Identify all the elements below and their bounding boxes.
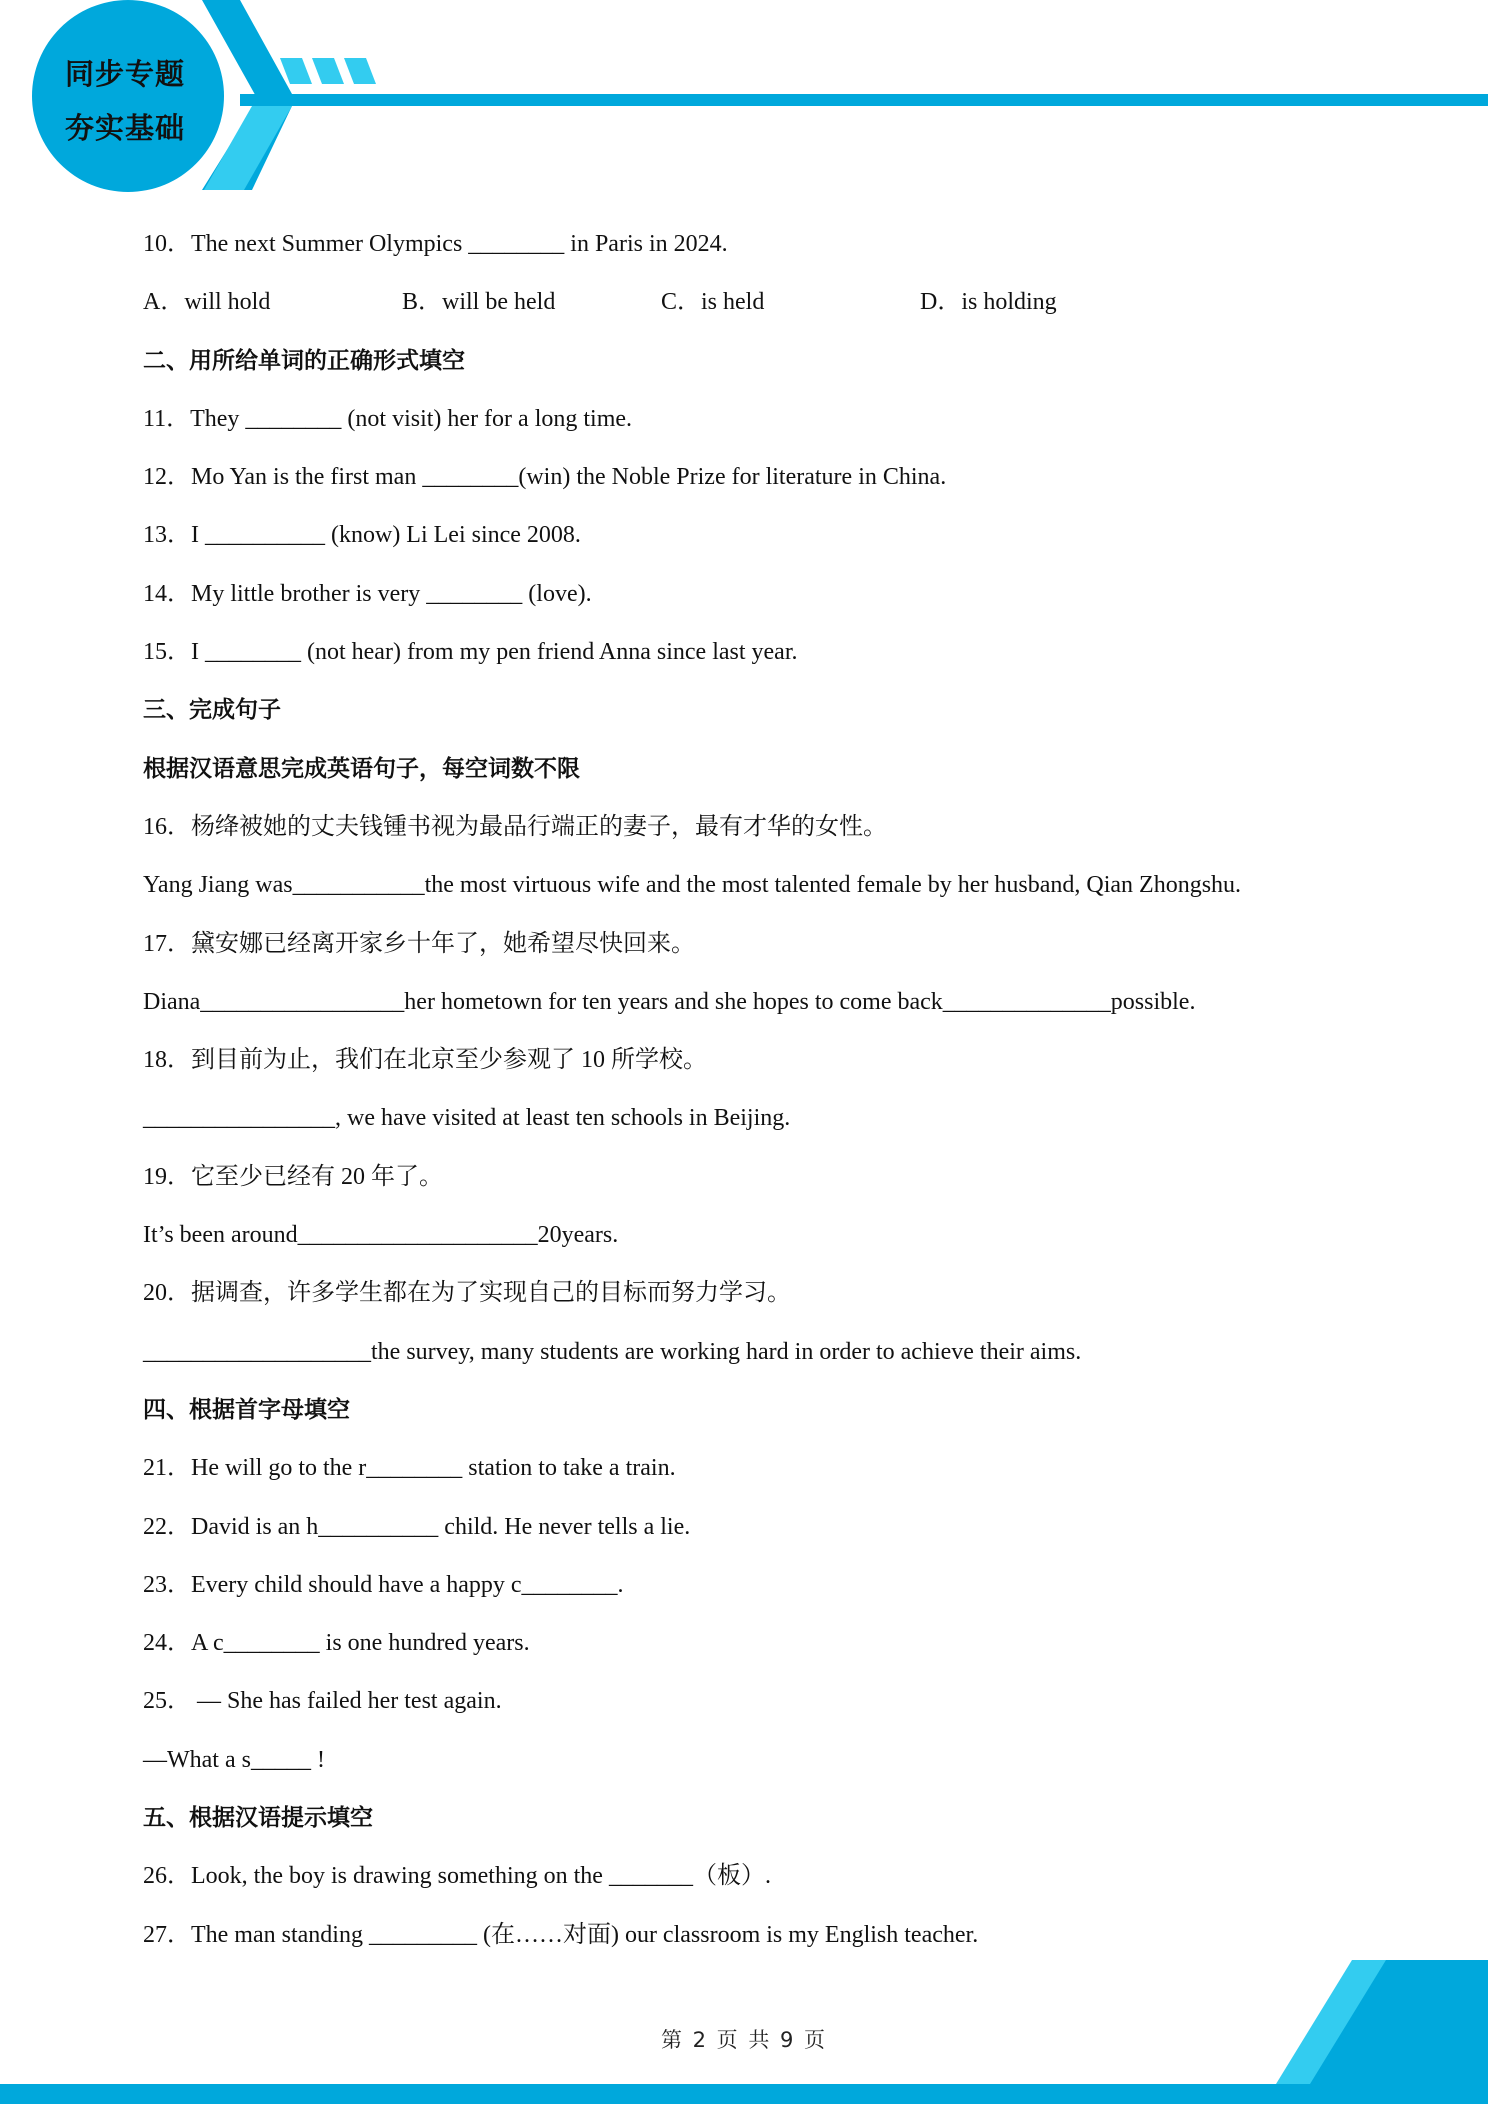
worksheet-content — [143, 222, 1393, 1971]
question-line: 19．它至少已经有 20 年了。 — [143, 1163, 443, 1190]
answer-line: ________________, we have visited at least ten schools in Beijing. — [143, 1105, 791, 1132]
question-line: 23．Every child should have a happy c________. — [143, 1571, 624, 1598]
question-line: 16．杨绛被她的丈夫钱锺书视为最品行端正的妻子，最有才华的女性。 — [143, 813, 887, 840]
section-heading: 二、用所给单词的正确形式填空 — [143, 346, 465, 374]
page-number: 第 2 页 共 9 页 — [660, 2028, 828, 2052]
answer-option: D．is holding — [920, 289, 1057, 316]
dash-mark-1 — [280, 58, 312, 84]
question-line: 26．Look, the boy is drawing something on the _______（板）. — [143, 1863, 771, 1890]
question-line: 13．I __________ (know) Li Lei since 2008. — [143, 522, 581, 549]
badge-title-line1: 同步专题 — [64, 57, 185, 91]
answer-line: ___________________the survey, many students are working hard in order to achieve their aims. — [143, 1338, 1082, 1365]
question-line: 25． — She has failed her test again. — [143, 1688, 502, 1715]
section-heading: 根据汉语意思完成英语句子，每空词数不限 — [143, 754, 580, 782]
dash-mark-2 — [312, 58, 344, 84]
answer-line: Diana_________________her hometown for ten years and she hopes to come back______________possible. — [143, 988, 1196, 1015]
badge-title-line2: 夯实基础 — [64, 111, 185, 145]
answer-option: A．will hold — [143, 289, 271, 316]
question-line: 15．I ________ (not hear) from my pen friend Anna since last year. — [143, 639, 798, 666]
badge-circle — [32, 0, 224, 192]
question-line: 10．The next Summer Olympics ________ in Paris in 2024. — [143, 231, 728, 257]
question-line: 17．黛安娜已经离开家乡十年了，她希望尽快回来。 — [143, 930, 695, 957]
header-stripe — [240, 94, 1488, 106]
question-line: 22．David is an h__________ child. He never tells a lie. — [143, 1513, 691, 1540]
footer-stripe — [0, 2084, 1488, 2104]
question-line: 12．Mo Yan is the first man ________(win) the Noble Prize for literature in China. — [143, 464, 947, 491]
question-line: 27．The man standing _________ (在……对面) our classroom is my English teacher. — [143, 1921, 979, 1948]
section-heading: 五、根据汉语提示填空 — [143, 1804, 373, 1832]
answer-line: —What a s_____ ! — [143, 1746, 325, 1773]
answer-options — [143, 280, 1393, 338]
section-heading: 四、根据首字母填空 — [143, 1395, 350, 1423]
section-heading: 三、完成句子 — [143, 696, 281, 724]
question-line: 18．到目前为止，我们在北京至少参观了 10 所学校。 — [143, 1047, 707, 1074]
dash-mark-3 — [344, 58, 376, 84]
question-line: 21．He will go to the r________ station to take a train. — [143, 1455, 676, 1482]
question-line: 14．My little brother is very ________ (love). — [143, 580, 592, 607]
header-banner — [0, 0, 1488, 200]
answer-option: B．will be held — [402, 289, 556, 316]
question-line: 11．They ________ (not visit) her for a long time. — [143, 405, 633, 432]
answer-line: It’s been around____________________20years. — [143, 1222, 619, 1249]
answer-option: C．is held — [661, 289, 765, 316]
answer-line: Yang Jiang was___________the most virtuous wife and the most talented female by her husband, Qian Zhongshu. — [143, 872, 1242, 899]
question-line: 20．据调查，许多学生都在为了实现自己的目标而努力学习。 — [143, 1280, 791, 1307]
question-line: 24．A c________ is one hundred years. — [143, 1630, 530, 1657]
